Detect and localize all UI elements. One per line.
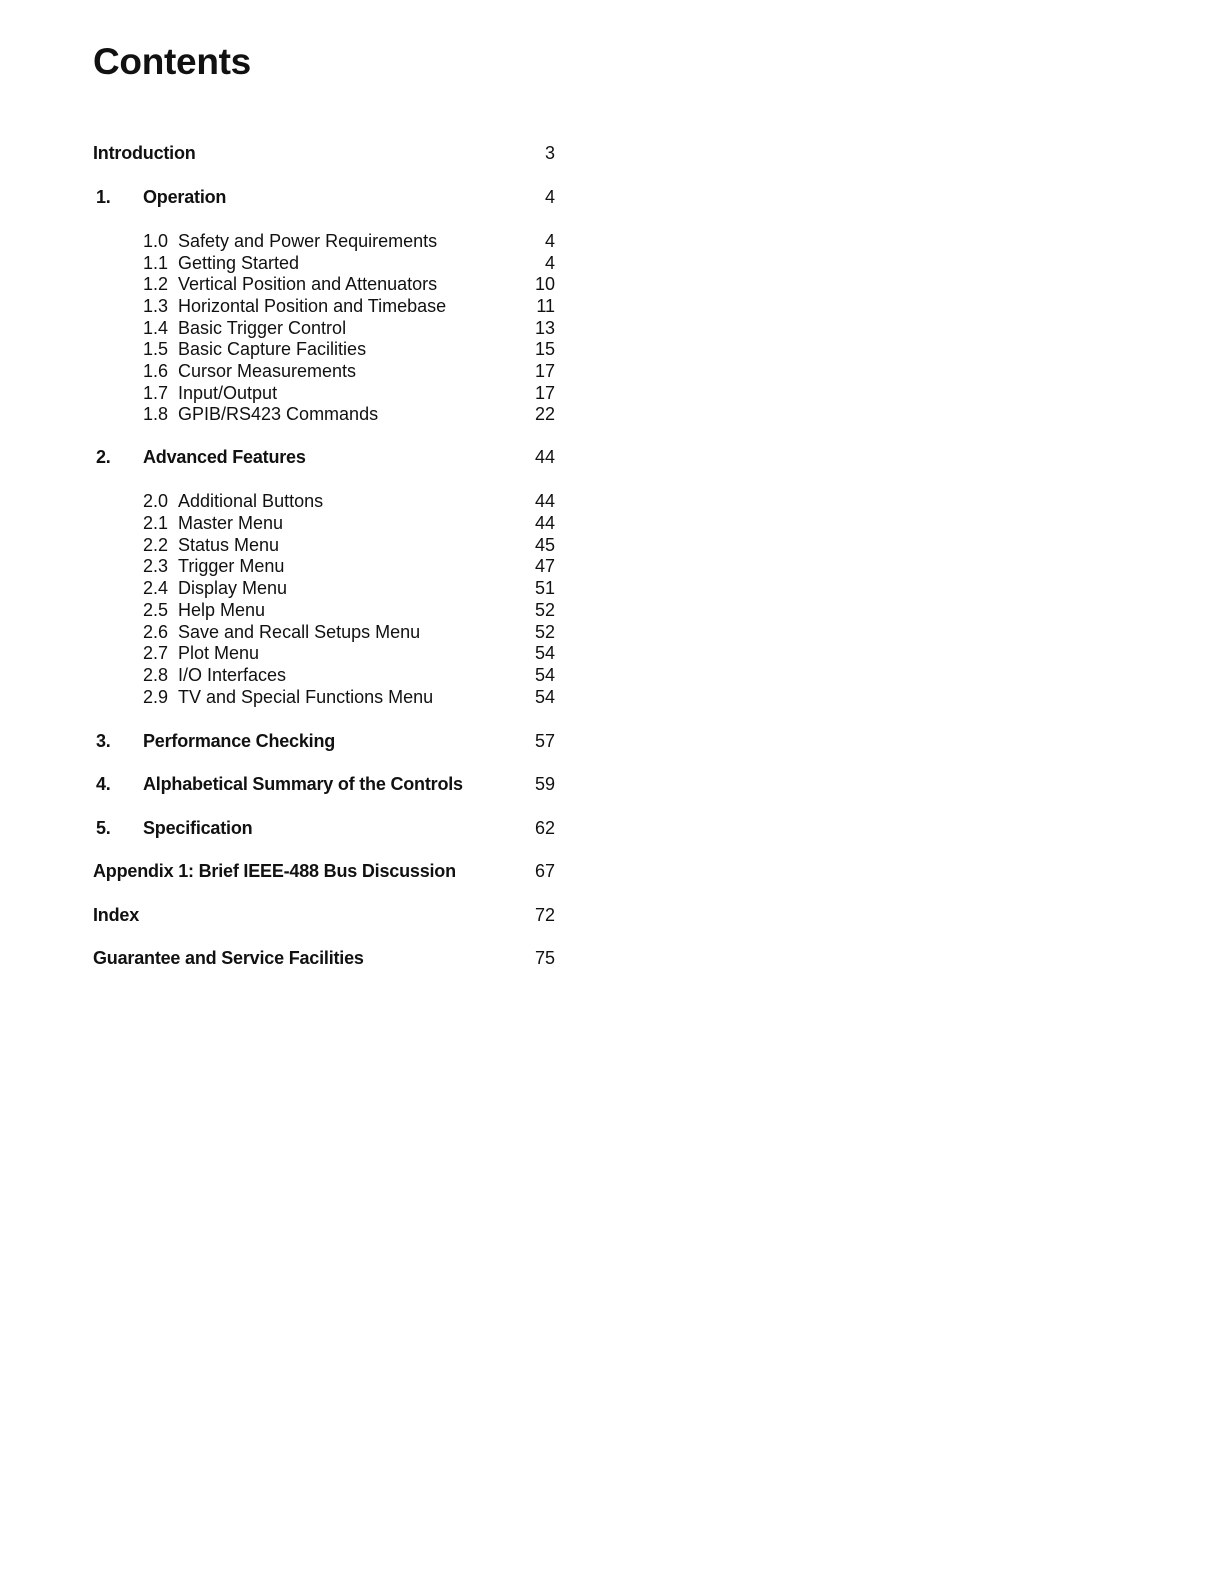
toc-subsection bbox=[93, 338, 555, 360]
toc-entry-page: 15 bbox=[534, 339, 555, 359]
toc-entry-page: 47 bbox=[534, 556, 555, 576]
toc-subsection bbox=[93, 642, 555, 664]
toc-entry-label: Appendix 1: Brief IEEE-488 Bus Discussion bbox=[93, 861, 456, 881]
toc-entry-page: 54 bbox=[534, 665, 555, 685]
toc-entry-label: Index bbox=[93, 905, 140, 925]
toc-section-operation bbox=[93, 186, 555, 208]
toc-entry-page: 59 bbox=[534, 774, 555, 794]
toc-subsection-number: 1.6 bbox=[143, 361, 169, 381]
toc-entry-label: Cursor Measurements bbox=[178, 361, 357, 381]
toc-entry-label: I/O Interfaces bbox=[178, 665, 287, 685]
toc-entry-label: Performance Checking bbox=[143, 731, 336, 751]
toc-section-number: 5. bbox=[96, 818, 111, 838]
toc-subsection-number: 1.1 bbox=[143, 253, 169, 273]
toc-section-number: 3. bbox=[96, 731, 111, 751]
toc-section-advanced-features bbox=[93, 446, 555, 468]
toc-subsection-number: 1.4 bbox=[143, 318, 169, 338]
toc-subsection bbox=[93, 252, 555, 274]
toc-subsection bbox=[93, 295, 555, 317]
toc-entry-label: Status Menu bbox=[178, 535, 280, 555]
page-title: Contents bbox=[93, 41, 251, 82]
toc-subsection-number: 1.0 bbox=[143, 231, 169, 251]
toc-section-specification bbox=[93, 817, 555, 839]
toc-subsection-number: 2.9 bbox=[143, 687, 169, 707]
toc-subsection bbox=[93, 599, 555, 621]
toc-entry-page: 51 bbox=[534, 578, 555, 598]
toc-subsection-number: 2.6 bbox=[143, 622, 169, 642]
toc-entry-label: Specification bbox=[143, 818, 253, 838]
toc-entry-page: 11 bbox=[536, 296, 555, 316]
toc-subsection bbox=[93, 382, 555, 404]
toc-subsection-number: 1.5 bbox=[143, 339, 169, 359]
toc-entry-appendix-1 bbox=[93, 860, 555, 882]
toc-subsection bbox=[93, 317, 555, 339]
toc-subsection-number: 2.3 bbox=[143, 556, 169, 576]
toc-entry-label: Safety and Power Requirements bbox=[178, 231, 438, 251]
toc-entry-page: 75 bbox=[534, 948, 555, 968]
toc-subsection-number: 1.3 bbox=[143, 296, 169, 316]
toc-subsection-number: 1.2 bbox=[143, 274, 169, 294]
toc-entry-page: 22 bbox=[534, 404, 555, 424]
toc-entry-page: 44 bbox=[534, 491, 555, 511]
toc-subsection bbox=[93, 664, 555, 686]
toc-entry-label: Basic Capture Facilities bbox=[178, 339, 367, 359]
toc-entry-label: Trigger Menu bbox=[178, 556, 285, 576]
toc-entry-label: Guarantee and Service Facilities bbox=[93, 948, 364, 968]
toc-subsection bbox=[93, 360, 555, 382]
toc-subsection-number: 2.8 bbox=[143, 665, 169, 685]
toc-entry-label: Basic Trigger Control bbox=[178, 318, 347, 338]
toc-entry-label: Display Menu bbox=[178, 578, 288, 598]
toc-entry-label: Operation bbox=[143, 187, 227, 207]
toc-entry-page: 44 bbox=[534, 513, 555, 533]
toc-entry-label: Getting Started bbox=[178, 253, 300, 273]
toc-entry-page: 4 bbox=[544, 231, 555, 251]
toc-subsection bbox=[93, 621, 555, 643]
toc-entry-introduction bbox=[93, 142, 555, 164]
toc-subsection-number: 2.2 bbox=[143, 535, 169, 555]
toc-entry-label: GPIB/RS423 Commands bbox=[178, 404, 379, 424]
toc-entry-label: Master Menu bbox=[178, 513, 284, 533]
toc-entry-label: Vertical Position and Attenuators bbox=[178, 274, 438, 294]
toc-entry-page: 54 bbox=[534, 687, 555, 707]
toc-subsection bbox=[93, 230, 555, 252]
toc-entry-label: Alphabetical Summary of the Controls bbox=[143, 774, 463, 794]
toc-entry-label: Input/Output bbox=[178, 383, 278, 403]
toc-subsection bbox=[93, 534, 555, 556]
toc-subsection-number: 1.8 bbox=[143, 404, 169, 424]
toc-entry-label: Plot Menu bbox=[178, 643, 260, 663]
toc-entry-label: Additional Buttons bbox=[178, 491, 324, 511]
toc-entry-page: 13 bbox=[534, 318, 555, 338]
toc-entry-guarantee bbox=[93, 947, 555, 969]
toc-entry-page: 45 bbox=[534, 535, 555, 555]
toc-entry-page: 57 bbox=[534, 731, 555, 751]
toc-entry-page: 4 bbox=[544, 253, 555, 273]
toc-entry-page: 17 bbox=[534, 361, 555, 381]
toc-subsection bbox=[93, 490, 555, 512]
toc-subsection bbox=[93, 403, 555, 425]
toc-subsection bbox=[93, 577, 555, 599]
toc-entry-label: Introduction bbox=[93, 143, 196, 163]
toc-section-number: 1. bbox=[96, 187, 111, 207]
toc-entry-label: Advanced Features bbox=[143, 447, 306, 467]
toc-section-performance-checking bbox=[93, 730, 555, 752]
toc-subsection bbox=[93, 512, 555, 534]
toc-subsection-number: 2.5 bbox=[143, 600, 169, 620]
toc-subsection-number: 1.7 bbox=[143, 383, 169, 403]
toc-entry-page: 62 bbox=[534, 818, 555, 838]
toc-entry-label: Horizontal Position and Timebase bbox=[178, 296, 447, 316]
toc-entry-page: 4 bbox=[544, 187, 555, 207]
toc-entry-index bbox=[93, 904, 555, 926]
toc-entry-label: TV and Special Functions Menu bbox=[178, 687, 434, 707]
toc-subsection bbox=[93, 686, 555, 708]
toc-entry-page: 10 bbox=[534, 274, 555, 294]
toc-entry-page: 44 bbox=[534, 447, 555, 467]
toc-subsection-number: 2.0 bbox=[143, 491, 169, 511]
toc-entry-page: 67 bbox=[534, 861, 555, 881]
toc-entry-page: 17 bbox=[534, 383, 555, 403]
toc-entry-page: 72 bbox=[534, 905, 555, 925]
toc-section-number: 2. bbox=[96, 447, 111, 467]
toc-entry-label: Save and Recall Setups Menu bbox=[178, 622, 421, 642]
toc-entry-page: 3 bbox=[544, 143, 555, 163]
toc-subsection bbox=[93, 273, 555, 295]
toc-subsection-number: 2.1 bbox=[143, 513, 169, 533]
toc-section-alphabetical-summary bbox=[93, 773, 555, 795]
toc-entry-page: 52 bbox=[534, 600, 555, 620]
toc-subsection-number: 2.7 bbox=[143, 643, 169, 663]
toc-entry-page: 52 bbox=[534, 622, 555, 642]
toc-entry-label: Help Menu bbox=[178, 600, 266, 620]
toc-section-number: 4. bbox=[96, 774, 111, 794]
toc-subsection bbox=[93, 555, 555, 577]
toc-entry-page: 54 bbox=[534, 643, 555, 663]
toc-subsection-number: 2.4 bbox=[143, 578, 169, 598]
